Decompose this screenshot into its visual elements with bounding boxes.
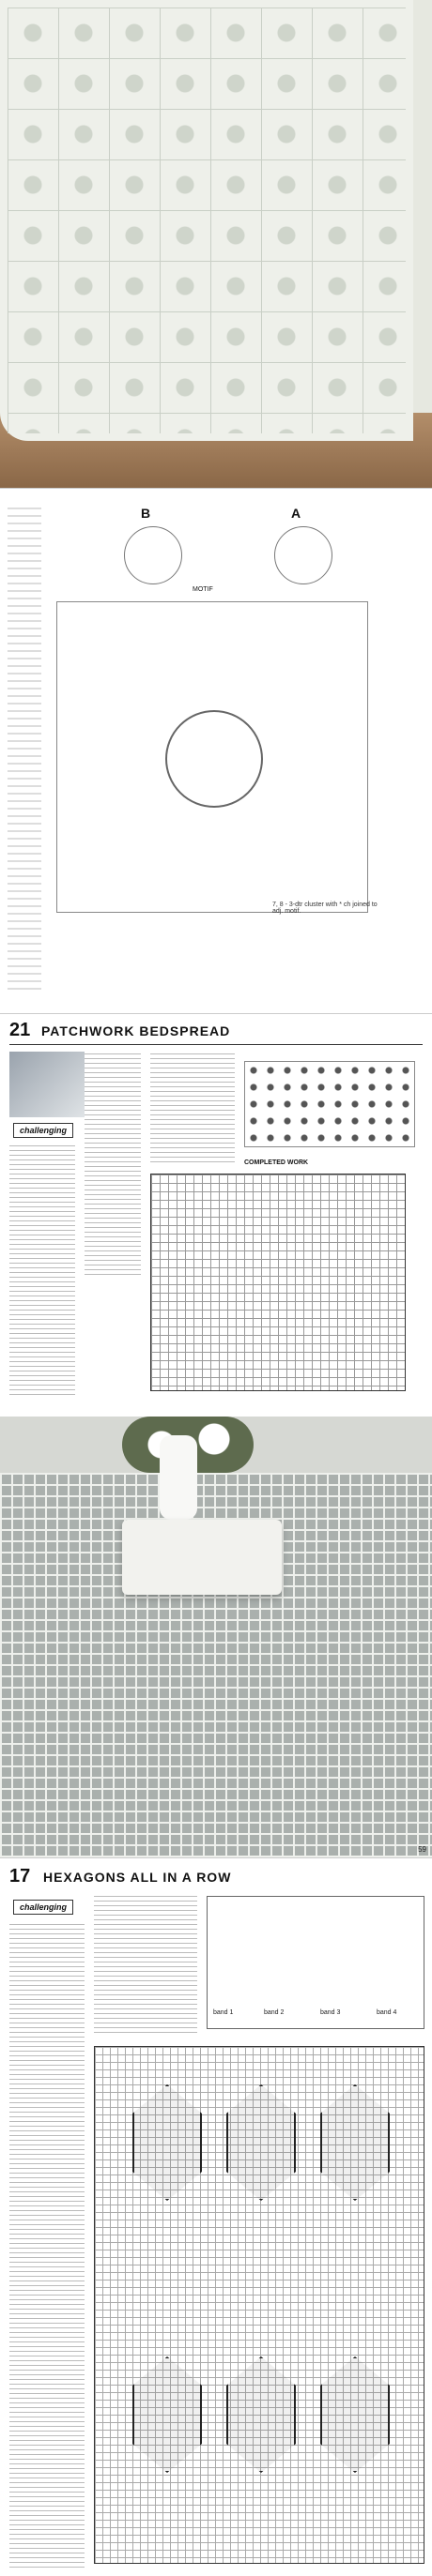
- instructions-column-2: [85, 1053, 141, 1279]
- bedspread-photo: [0, 0, 432, 488]
- pattern-number: 17: [9, 1866, 31, 1887]
- band-label: band 3: [320, 2009, 341, 2016]
- center-flower: [165, 710, 263, 808]
- pattern-21-page: [0, 1013, 432, 1417]
- band-label: band 1: [213, 2009, 234, 2016]
- joining-note: 7, 8 - 3-dtr cluster with * ch joined to adj. motif.: [272, 902, 378, 915]
- pattern-title: HEXAGONS ALL IN A ROW: [43, 1870, 232, 1885]
- instructions-column-2: [94, 1896, 197, 2037]
- hexagon-motif: [226, 2356, 296, 2473]
- instructions-column-1: [9, 1145, 75, 1399]
- pattern-title: PATCHWORK BEDSPREAD: [41, 1023, 231, 1038]
- difficulty-badge: challenging: [13, 1900, 73, 1915]
- hexagon-filet-chart: [94, 2046, 424, 2564]
- table-lace-photo: [0, 1417, 432, 1857]
- pattern-17-page: [0, 1857, 432, 2576]
- motif-a-label: A: [291, 506, 301, 521]
- motif-diagram-page: [0, 488, 432, 1014]
- band-label: band 4: [377, 2009, 397, 2016]
- page-number: 59: [418, 1845, 426, 1854]
- instructions-column-3: [150, 1053, 235, 1166]
- side-chart-column: [8, 508, 41, 995]
- completed-work-label: COMPLETED WORK: [244, 1159, 309, 1166]
- square-chart: [244, 1061, 415, 1147]
- crochet-bedspread: [0, 0, 413, 441]
- motif-b-diagram: [124, 526, 182, 584]
- band-assembly-schematic: [207, 1896, 424, 2029]
- crochet-squares: [8, 8, 406, 433]
- hexagon-motif: [320, 2356, 390, 2473]
- tea-tray: [122, 1520, 282, 1595]
- motif-title: MOTIF: [193, 586, 213, 593]
- pattern-number: 21: [9, 1020, 31, 1040]
- difficulty-badge: challenging: [13, 1123, 73, 1138]
- hexagon-motif: [226, 2084, 296, 2201]
- vase: [160, 1435, 197, 1520]
- hexagon-motif: [320, 2084, 390, 2201]
- motif-chart: [56, 601, 368, 913]
- thumbnail-photo: [9, 1052, 85, 1117]
- band-label: band 2: [264, 2009, 285, 2016]
- motif-a-diagram: [274, 526, 332, 584]
- instructions-column-1: [9, 1924, 85, 2571]
- hexagon-motif: [132, 2356, 202, 2473]
- motif-b-label: B: [141, 506, 151, 521]
- completed-work-chart: [150, 1174, 406, 1391]
- hexagon-motif: [132, 2084, 202, 2201]
